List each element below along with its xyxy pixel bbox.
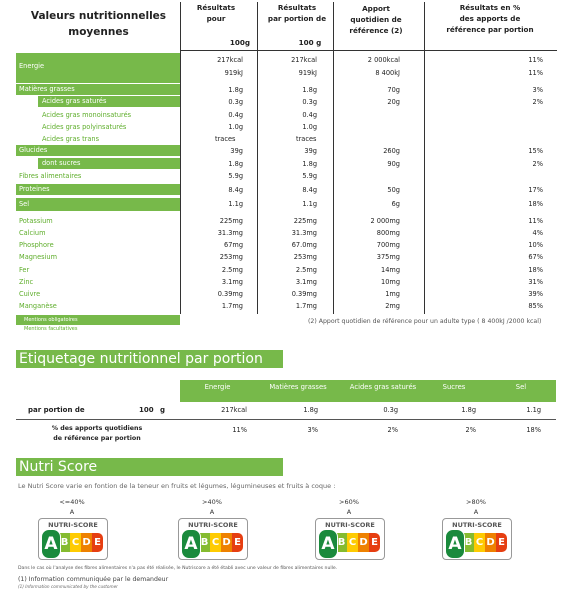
nutri-score-badge bbox=[178, 518, 248, 560]
cell-percent: 39% bbox=[528, 290, 543, 298]
nutri-letter-c: C bbox=[474, 533, 485, 552]
cell-percent: 31% bbox=[528, 278, 543, 286]
cell-percent: 17% bbox=[528, 186, 543, 194]
row-label-calcium: Calcium bbox=[19, 229, 46, 237]
nutri-letter-b: B bbox=[59, 533, 70, 552]
col-divider bbox=[180, 2, 181, 314]
portion-percent: 11% bbox=[232, 426, 247, 434]
mentions-obligatoires: Mentions obligatoires bbox=[16, 315, 180, 325]
col1-unit: 100g bbox=[229, 38, 251, 47]
cell-reference: 14mg bbox=[381, 266, 400, 274]
cell-per100: 253mg bbox=[219, 253, 243, 261]
cell-percent: 11% bbox=[528, 217, 543, 225]
col-header-percent bbox=[424, 2, 556, 35]
nutri-grade-label: A bbox=[69, 508, 75, 516]
col2-unit: 100 g bbox=[298, 38, 322, 47]
cell-reference: 8 400kJ bbox=[375, 69, 400, 77]
nutri-threshold: <=40% bbox=[59, 498, 85, 506]
table-title-line2: moyennes bbox=[68, 26, 129, 38]
nutri-score-badge bbox=[315, 518, 385, 560]
table-footnote: (2) Apport quotidien de référence pour un adulte type ( 8 400kJ /2000 kcal) bbox=[308, 318, 542, 325]
nutri-letter-b: B bbox=[463, 533, 474, 552]
cell-reference: 800mg bbox=[376, 229, 400, 237]
nutri-letter-d: D bbox=[485, 533, 496, 552]
nutri-threshold: >80% bbox=[466, 498, 486, 506]
nutri-score-badge-title: NUTRI-SCORE bbox=[48, 521, 98, 529]
cell-reference: 375mg bbox=[376, 253, 400, 261]
row-label-phosphore: Phosphore bbox=[19, 241, 54, 249]
cell-per100: 919kJ bbox=[224, 69, 243, 77]
row-label-glucides: Glucides bbox=[19, 146, 48, 154]
row-label-fer: Fer bbox=[19, 266, 30, 274]
cell-reference: 2 000kcal bbox=[367, 56, 400, 64]
col-divider bbox=[333, 2, 334, 314]
portion-header-cell: Energie bbox=[204, 383, 231, 391]
cell-percent: 2% bbox=[532, 160, 543, 168]
row-label-energie: Energie bbox=[19, 62, 45, 70]
nutri-letter-d: D bbox=[221, 533, 232, 552]
portion-row1-qty: 100 bbox=[139, 406, 154, 414]
cell-reference: 50g bbox=[387, 186, 400, 194]
cell-percent: 18% bbox=[528, 266, 543, 274]
row-label-fibres: Fibres alimentaires bbox=[19, 172, 82, 180]
cell-per100: 0.39mg bbox=[217, 290, 243, 298]
cell-portion: 217kcal bbox=[291, 56, 317, 64]
portion-value: 217kcal bbox=[221, 406, 247, 414]
portion-percent: 2% bbox=[465, 426, 476, 434]
nutri-letter-b: B bbox=[199, 533, 210, 552]
nutri-letter-a-selected: A bbox=[318, 529, 338, 559]
nutri-letter-a-selected: A bbox=[41, 529, 61, 559]
col-divider bbox=[424, 2, 425, 314]
cell-portion: 0.3g bbox=[302, 98, 317, 106]
nutri-score-badge-title: NUTRI-SCORE bbox=[325, 521, 375, 529]
cell-portion: 1.1g bbox=[302, 200, 317, 208]
cell-portion: 1.8g bbox=[302, 160, 317, 168]
row-label-sucres: dont sucres bbox=[42, 159, 81, 167]
cell-reference: 260g bbox=[383, 147, 400, 155]
cell-percent: 3% bbox=[532, 86, 543, 94]
cell-percent: 10% bbox=[528, 241, 543, 249]
col2-line1: Résultats bbox=[277, 3, 317, 12]
cell-portion: 1.7mg bbox=[295, 302, 317, 310]
row-label-matieres-grasses: Matières grasses bbox=[19, 85, 75, 93]
nutri-letter-c: C bbox=[347, 533, 358, 552]
col-header-per100 bbox=[181, 2, 251, 24]
nutri-letter-d: D bbox=[358, 533, 369, 552]
cell-portion: traces bbox=[296, 135, 317, 143]
table-title bbox=[16, 8, 181, 40]
portion-value: 1.8g bbox=[461, 406, 476, 414]
header-divider bbox=[180, 50, 557, 51]
nutri-grade-label: A bbox=[473, 508, 479, 516]
col-header-portion bbox=[255, 2, 339, 24]
cell-percent: 67% bbox=[528, 253, 543, 261]
nutri-letter-c: C bbox=[70, 533, 81, 552]
col3-line3: référence (2) bbox=[349, 26, 403, 35]
row-label-zinc: Zinc bbox=[19, 278, 34, 286]
col1-line2: pour bbox=[206, 14, 226, 23]
cell-portion: 919kJ bbox=[298, 69, 317, 77]
cell-portion: 1.8g bbox=[302, 86, 317, 94]
nutri-score-badge bbox=[442, 518, 512, 560]
col3-line2: quotidien de bbox=[350, 15, 402, 24]
cell-per100: 217kcal bbox=[217, 56, 243, 64]
nutri-intro: Le Nutri Score varie en fontion de la teneur en fruits et légumes, légumineuses et fruits à coque : bbox=[18, 482, 336, 490]
cell-per100: 67mg bbox=[224, 241, 243, 249]
cell-reference: 2 000mg bbox=[370, 217, 400, 225]
nutri-section-title: Nutri Score bbox=[16, 458, 283, 476]
portion-header-cell: Sucres bbox=[442, 383, 466, 391]
portion-header-cell: Acides gras saturés bbox=[349, 383, 417, 391]
cell-portion: 8.4g bbox=[302, 186, 317, 194]
cell-portion: 31.3mg bbox=[291, 229, 317, 237]
cell-portion: 39g bbox=[304, 147, 317, 155]
cell-per100: 1.1g bbox=[228, 200, 243, 208]
cell-portion: 3.1mg bbox=[295, 278, 317, 286]
col4-line2: des apports de bbox=[459, 14, 521, 23]
cell-portion: 253mg bbox=[293, 253, 317, 261]
nutri-grade-label: A bbox=[209, 508, 215, 516]
row-label-ag-satures: Acides gras saturés bbox=[42, 97, 107, 105]
cell-per100: traces bbox=[215, 135, 236, 143]
nutri-letter-b: B bbox=[336, 533, 347, 552]
cell-reference: 700mg bbox=[376, 241, 400, 249]
portion-row1-label: par portion de bbox=[28, 406, 85, 414]
cell-per100: 1.0g bbox=[228, 123, 243, 131]
nutri-threshold: >60% bbox=[339, 498, 359, 506]
cell-percent: 4% bbox=[532, 229, 543, 237]
portion-percent: 18% bbox=[526, 426, 541, 434]
col2-line2: par portion de bbox=[267, 14, 327, 23]
nutri-score-badge-title: NUTRI-SCORE bbox=[452, 521, 502, 529]
cell-portion: 2.5mg bbox=[295, 266, 317, 274]
cell-reference: 20g bbox=[387, 98, 400, 106]
cell-reference: 70g bbox=[387, 86, 400, 94]
cell-percent: 11% bbox=[528, 56, 543, 64]
cell-per100: 1.8g bbox=[228, 160, 243, 168]
cell-per100: 31.3mg bbox=[217, 229, 243, 237]
cell-reference: 6g bbox=[391, 200, 400, 208]
nutri-letter-d: D bbox=[81, 533, 92, 552]
nutri-score-badge bbox=[38, 518, 108, 560]
cell-percent: 11% bbox=[528, 69, 543, 77]
portion-section-title: Etiquetage nutritionnel par portion bbox=[16, 350, 283, 368]
cell-reference: 10mg bbox=[381, 278, 400, 286]
nutri-note: Dans le cas où l'analyse des fibres alimentaires n'a pas été réalisée, le Nutriscore a été établi avec une valeur de fibres alimentaires nulle. bbox=[18, 566, 338, 571]
cell-per100: 39g bbox=[230, 147, 243, 155]
nutri-letter-e: E bbox=[369, 533, 380, 552]
col3-line1: Apport bbox=[362, 4, 390, 13]
portion-row2-label-line1: % des apports quotidiens bbox=[51, 425, 143, 432]
portion-header-cell: Sel bbox=[515, 383, 527, 391]
row-label-proteines: Proteines bbox=[19, 185, 50, 193]
cell-per100: 1.8g bbox=[228, 86, 243, 94]
col-header-reference bbox=[333, 3, 419, 36]
cell-portion: 1.0g bbox=[302, 123, 317, 131]
portion-percent: 3% bbox=[307, 426, 318, 434]
nutri-footnote1: (1) Information communiquée par le demandeur bbox=[18, 576, 169, 583]
nutri-letter-e: E bbox=[92, 533, 103, 552]
col4-line3: référence par portion bbox=[446, 25, 534, 34]
cell-per100: 3.1mg bbox=[221, 278, 243, 286]
row-label-ag-trans: Acides gras trans bbox=[42, 135, 100, 143]
portion-row2-label bbox=[32, 424, 162, 444]
cell-portion: 225mg bbox=[293, 217, 317, 225]
nutri-letter-e: E bbox=[232, 533, 243, 552]
row-label-cuivre: Cuivre bbox=[19, 290, 41, 298]
portion-header-cell: Matières grasses bbox=[269, 383, 327, 391]
cell-per100: 8.4g bbox=[228, 186, 243, 194]
row-label-sel: Sel bbox=[19, 200, 30, 208]
row-label-ag-poly: Acides gras polyinsaturés bbox=[42, 123, 127, 131]
cell-percent: 2% bbox=[532, 98, 543, 106]
cell-portion: 5.9g bbox=[302, 172, 317, 180]
portion-value: 1.1g bbox=[526, 406, 541, 414]
mentions-facultatives: Mentions facultatives bbox=[24, 326, 78, 332]
nutri-grade-label: A bbox=[346, 508, 352, 516]
cell-reference: 2mg bbox=[385, 302, 400, 310]
nutri-letter-e: E bbox=[496, 533, 507, 552]
nutri-letter-a-selected: A bbox=[181, 529, 201, 559]
col4-line1: Résultats en % bbox=[459, 3, 521, 12]
cell-portion: 67.0mg bbox=[291, 241, 317, 249]
cell-per100: 0.4g bbox=[228, 111, 243, 119]
cell-per100: 2.5mg bbox=[221, 266, 243, 274]
row-label-potassium: Potassium bbox=[19, 217, 53, 225]
cell-portion: 0.4g bbox=[302, 111, 317, 119]
nutri-letter-c: C bbox=[210, 533, 221, 552]
cell-percent: 18% bbox=[528, 200, 543, 208]
nutri-threshold: >40% bbox=[202, 498, 222, 506]
col-divider bbox=[257, 2, 258, 314]
cell-per100: 1.7mg bbox=[221, 302, 243, 310]
portion-value: 1.8g bbox=[303, 406, 318, 414]
portion-row1-unit: g bbox=[160, 406, 166, 414]
portion-divider bbox=[16, 419, 556, 420]
nutri-letter-a-selected: A bbox=[445, 529, 465, 559]
cell-reference: 1mg bbox=[385, 290, 400, 298]
cell-portion: 0.39mg bbox=[291, 290, 317, 298]
row-label-ag-mono: Acides gras monoinsaturés bbox=[42, 111, 132, 119]
cell-reference: 90g bbox=[387, 160, 400, 168]
row-label-magnesium: Magnesium bbox=[19, 253, 58, 261]
cell-per100: 5.9g bbox=[228, 172, 243, 180]
cell-percent: 85% bbox=[528, 302, 543, 310]
portion-row2-label-line2: de référence par portion bbox=[53, 435, 141, 442]
nutri-score-badge-title: NUTRI-SCORE bbox=[188, 521, 238, 529]
cell-percent: 15% bbox=[528, 147, 543, 155]
table-title-line1: Valeurs nutritionnelles bbox=[30, 10, 167, 22]
label-bar-sel bbox=[16, 198, 180, 211]
cell-per100: 0.3g bbox=[228, 98, 243, 106]
cell-per100: 225mg bbox=[219, 217, 243, 225]
nutri-footnote2: (1) Information communicated by the customer bbox=[18, 584, 118, 589]
portion-percent: 2% bbox=[387, 426, 398, 434]
row-label-manganese: Manganèse bbox=[19, 302, 57, 310]
portion-value: 0.3g bbox=[383, 406, 398, 414]
col1-line1: Résultats bbox=[196, 3, 236, 12]
